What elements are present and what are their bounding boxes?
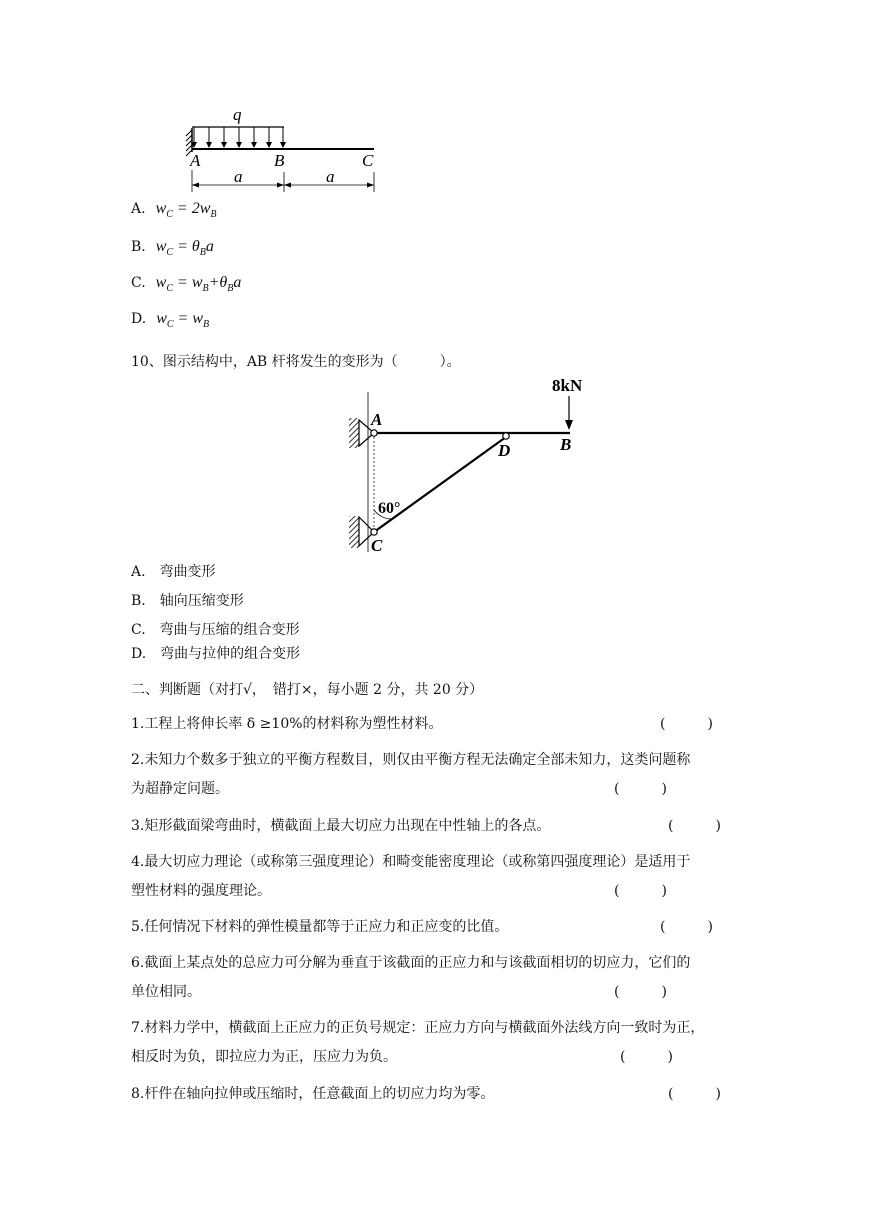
q10-option-b: B. 轴向压缩变形 (131, 593, 244, 609)
load-q-label: q (233, 105, 242, 124)
q10-option-c: C. 弯曲与压缩的组合变形 (131, 622, 300, 638)
judgment-2-line2: 为超静定问题。 (131, 781, 229, 797)
node-c-label: C (371, 536, 383, 555)
answer-blank-5: ( ) (660, 919, 713, 935)
judgment-4-line1: 4.最大切应力理论（或称第三强度理论）和畸变能密度理论（或称第四强度理论）是适用于 (131, 854, 691, 870)
answer-blank-6: ( ) (614, 984, 667, 1000)
q10-stem: 10、图示结构中，AB 杆将发生的变形为（ ）。 (131, 354, 461, 370)
judgment-6-line1: 6.截面上某点处的总应力可分解为垂直于该截面的正应力和与该截面相切的切应力，它们的 (131, 955, 691, 971)
dim-a-left: a (234, 167, 243, 186)
dim-a-right: a (326, 167, 335, 186)
judgment-7-line2: 相反时为负，即拉应力为正，压应力为负。 (131, 1049, 397, 1065)
angle-label: 60° (378, 500, 401, 517)
point-c-label: C (362, 151, 374, 170)
judgment-1: 1.工程上将伸长率 δ ≥10%的材料称为塑性材料。 (131, 716, 443, 732)
answer-blank-1: ( ) (660, 716, 713, 732)
node-a-label: A (371, 410, 383, 429)
judgment-5: 5.任何情况下材料的弹性模量都等于正应力和正应变的比值。 (131, 919, 509, 935)
judgment-3: 3.矩形截面梁弯曲时，横截面上最大切应力出现在中性轴上的各点。 (131, 818, 551, 834)
node-b-label: B (560, 435, 572, 454)
answer-blank-2: ( ) (614, 781, 667, 797)
q10-option-a: A. 弯曲变形 (131, 564, 216, 580)
q9-option-b: B. $w_C = \theta_Ba$ (131, 238, 214, 259)
answer-blank-3: ( ) (668, 818, 721, 834)
q9-option-c: C. $w_C = w_B+\theta_Ba$ (131, 274, 242, 295)
q10-option-d: D. 弯曲与拉伸的组合变形 (131, 646, 301, 662)
section-2-title: 二、判断题（对打√， 错打×，每小题 2 分，共 20 分） (131, 682, 484, 698)
answer-blank-8: ( ) (668, 1086, 721, 1102)
truss-figure (340, 372, 590, 557)
answer-blank-7: ( ) (620, 1049, 673, 1065)
q9-option-d: D. $w_C = w_B$ (131, 310, 210, 331)
q9-option-a: A. $w_C = 2w_B$ (131, 200, 217, 221)
point-b-label: B (274, 151, 285, 170)
point-a-label: A (190, 151, 201, 170)
judgment-6-line2: 单位相同。 (131, 984, 201, 1000)
judgment-4-line2: 塑性材料的强度理论。 (131, 883, 271, 899)
beam-figure (178, 100, 393, 195)
judgment-8: 8.杆件在轴向拉伸或压缩时，任意截面上的切应力均为零。 (131, 1086, 495, 1102)
judgment-2-line1: 2.未知力个数多于独立的平衡方程数目，则仅由平衡方程无法确定全部未知力，这类问题称 (131, 752, 691, 768)
answer-blank-4: ( ) (614, 883, 667, 899)
node-d-label: D (498, 441, 511, 460)
load-label: 8kN (552, 376, 583, 395)
judgment-7-line1: 7.材料力学中，横截面上正应力的正负号规定：正应力方向与横截面外法线方向一致时为正， (131, 1020, 705, 1036)
